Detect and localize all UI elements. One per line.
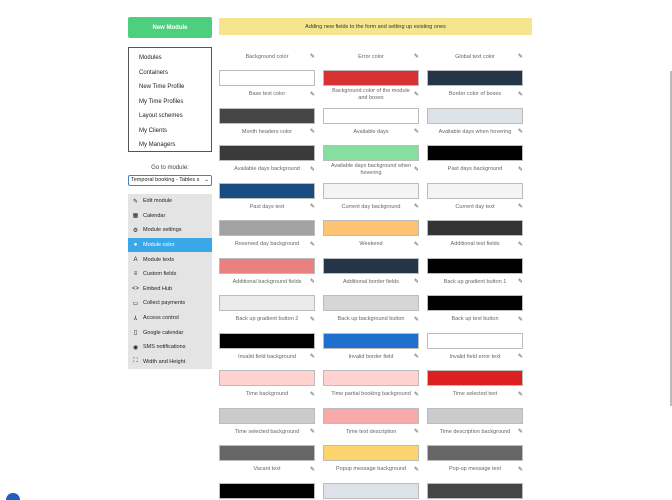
sidebar-item-label: Module color <box>143 242 175 249</box>
color-field-label: Background color <box>245 53 289 60</box>
pencil-icon[interactable]: ✎ <box>309 429 315 435</box>
new-module-button[interactable]: New Module <box>128 17 212 38</box>
menu-item-my-clients[interactable]: My Clients <box>139 127 168 134</box>
color-field <box>427 44 523 86</box>
color-field-label: Available days background <box>234 166 300 172</box>
pencil-icon[interactable]: ✎ <box>413 279 419 285</box>
color-field-label: Popup message background <box>335 466 407 472</box>
sidebar-item-label: Custom fields <box>143 271 177 278</box>
goto-module-value: Temporal booking - Tables s <box>131 177 200 183</box>
sidebar-item-module-color[interactable] <box>128 238 212 253</box>
color-field <box>427 307 523 349</box>
sms-icon: ◉ <box>132 344 139 351</box>
color-field <box>219 457 315 499</box>
color-field-label: Back up gradient button 2 <box>235 316 299 322</box>
color-field-label: Additional text fields <box>450 241 500 247</box>
resize-icon: ⛶ <box>133 358 138 365</box>
color-field <box>219 419 315 461</box>
menu-item-containers[interactable]: Containers <box>139 69 169 76</box>
pencil-icon[interactable]: ✎ <box>413 391 419 398</box>
color-field <box>427 419 523 461</box>
sidebar-item-sms-notifications[interactable] <box>128 340 212 355</box>
color-swatch[interactable] <box>323 483 419 499</box>
pencil-icon[interactable]: ✎ <box>309 241 315 248</box>
pencil-icon[interactable]: ✎ <box>517 54 523 60</box>
sidebar-item-label: Edit module <box>143 198 173 205</box>
color-field <box>427 269 523 311</box>
pencil-icon[interactable]: ✎ <box>517 316 523 323</box>
color-field-label: Reserved day background <box>234 241 300 247</box>
sidebar-item-label: Google calendar <box>143 329 184 336</box>
code-icon: <> <box>131 285 139 292</box>
modules-menu <box>128 47 212 152</box>
pencil-icon[interactable]: ✎ <box>309 91 315 98</box>
color-field-label: Month headers color <box>241 128 293 135</box>
color-field <box>323 307 419 349</box>
menu-item-new-time-profile[interactable]: New Time Profile <box>139 84 185 90</box>
color-field <box>427 457 523 499</box>
pencil-icon[interactable]: ✎ <box>517 391 523 398</box>
color-field <box>323 194 419 236</box>
pencil-icon[interactable]: ✎ <box>309 279 315 285</box>
color-field-label: Invalid field error text <box>449 353 501 360</box>
color-field <box>323 457 419 499</box>
color-field <box>323 344 419 386</box>
color-field <box>323 157 419 199</box>
sidebar-item-module-settings[interactable] <box>128 223 212 238</box>
sidebar-item-custom-fields[interactable] <box>128 267 212 282</box>
sidebar-item-collect-payments[interactable] <box>128 296 212 311</box>
color-field-label: Time text description <box>345 428 397 435</box>
color-field <box>323 382 419 424</box>
pencil-icon[interactable]: ✎ <box>413 129 419 135</box>
color-field-label: Back up background button <box>337 316 405 322</box>
color-field-label: Available days when hovering <box>438 128 512 135</box>
pencil-icon[interactable]: ✎ <box>413 354 419 360</box>
color-field-label: Vacant text <box>253 466 281 472</box>
color-field-label: Past days background <box>447 166 503 172</box>
color-field <box>323 419 419 461</box>
color-field <box>219 44 315 86</box>
fields-icon: ≡ <box>133 271 138 278</box>
sidebar-item-calendar[interactable] <box>128 209 212 224</box>
pencil-icon[interactable]: ✎ <box>517 204 523 210</box>
pencil-icon[interactable]: ✎ <box>517 129 523 135</box>
palette-icon: ● <box>133 242 138 249</box>
color-field <box>219 269 315 311</box>
pencil-icon[interactable]: ✎ <box>517 279 523 285</box>
menu-item-my-time-profiles[interactable]: My Time Profiles <box>139 98 184 105</box>
color-field-label: Time partial booking background <box>331 391 411 397</box>
sidebar-item-label: Embed Hub <box>143 285 173 292</box>
color-field-label: Invalid field background <box>238 353 296 360</box>
color-field-label: Available days <box>353 128 389 135</box>
pencil-icon[interactable]: ✎ <box>413 316 419 323</box>
color-field <box>219 119 315 161</box>
color-field <box>323 269 419 311</box>
sidebar-item-width-and-height[interactable] <box>128 355 212 370</box>
floating-help-button[interactable] <box>6 493 20 500</box>
goto-module-select[interactable] <box>128 175 212 186</box>
pencil-icon[interactable]: ✎ <box>413 429 419 435</box>
sidebar-item-label: Collect payments <box>143 300 186 307</box>
pencil-icon[interactable]: ✎ <box>517 91 523 98</box>
goto-module-label: Go to module: <box>151 165 189 171</box>
color-field <box>323 82 419 124</box>
menu-item-layout-schemes[interactable]: Layout schemes <box>139 113 183 119</box>
pencil-icon[interactable]: ✎ <box>309 204 315 210</box>
color-field-label: Background color of the module and boxes <box>332 87 410 101</box>
color-field <box>323 44 419 86</box>
pencil-icon[interactable]: ✎ <box>413 241 419 248</box>
color-field-label: Global text color <box>455 53 495 60</box>
sidebar-item-label: Access control <box>143 315 179 322</box>
menu-item-my-managers[interactable]: My Managers <box>139 142 176 148</box>
gear-icon: ⚙ <box>132 227 139 234</box>
pencil-icon[interactable]: ✎ <box>309 54 315 60</box>
color-swatch[interactable] <box>427 483 523 499</box>
pencil-icon[interactable]: ✎ <box>517 466 523 473</box>
pencil-icon[interactable]: ✎ <box>413 204 419 210</box>
sidebar-item-google-calendar[interactable] <box>128 325 212 340</box>
color-field-label: Past days text <box>249 203 285 210</box>
sidebar-item-embed-hub[interactable] <box>128 282 212 297</box>
color-field-label: Available days background when hovering <box>330 162 412 176</box>
color-field <box>427 344 523 386</box>
color-swatch[interactable] <box>219 483 315 499</box>
color-field <box>427 232 523 274</box>
pencil-icon[interactable]: ✎ <box>309 166 315 173</box>
sidebar-item-label: Width and Height <box>143 358 186 365</box>
sidebar-item-edit-module[interactable] <box>128 194 212 209</box>
access-icon: ⅄ <box>133 315 138 322</box>
sidebar-item-label: Calendar <box>143 212 166 219</box>
color-field-label: Time description background <box>439 428 511 435</box>
color-field <box>427 157 523 199</box>
color-field <box>219 232 315 274</box>
color-field <box>219 344 315 386</box>
info-banner: Adding new fields to the form and setting up existing ones <box>219 18 532 35</box>
pencil-icon: ✎ <box>132 198 139 205</box>
color-field-label: Back up text button <box>451 316 499 322</box>
sidebar-item-label: Module texts <box>143 256 175 263</box>
pencil-icon[interactable]: ✎ <box>309 391 315 398</box>
color-field-label: Additional background fields <box>232 278 302 285</box>
sidebar-item-label: SMS notifications <box>143 344 186 351</box>
color-field-label: Back up gradient button 1 <box>443 278 507 285</box>
color-field <box>219 82 315 124</box>
pencil-icon[interactable]: ✎ <box>413 54 419 60</box>
color-field-label: Border color of boxes <box>448 91 502 97</box>
pencil-icon[interactable]: ✎ <box>517 166 523 173</box>
sidebar-item-module-texts[interactable] <box>128 252 212 267</box>
calendar-icon: ▦ <box>132 213 139 220</box>
pencil-icon[interactable]: ✎ <box>309 354 315 360</box>
color-field <box>219 307 315 349</box>
color-field-label: Current day text <box>455 203 495 210</box>
color-field-label: Time selected text <box>452 391 498 397</box>
sidebar-item-label: Module settings <box>143 227 182 234</box>
pencil-icon[interactable]: ✎ <box>413 166 419 173</box>
color-field <box>427 382 523 424</box>
color-field <box>323 119 419 161</box>
color-field-label: Error color <box>358 53 384 60</box>
color-field <box>427 119 523 161</box>
color-field <box>219 382 315 424</box>
color-field <box>323 232 419 274</box>
text-icon: A <box>133 256 138 263</box>
pencil-icon[interactable]: ✎ <box>309 466 315 473</box>
color-field-label: Time background <box>245 391 289 397</box>
color-field-label: Pop-up message text <box>449 466 501 472</box>
pencil-icon[interactable]: ✎ <box>517 429 523 435</box>
color-field <box>219 157 315 199</box>
pencil-icon[interactable]: ✎ <box>309 129 315 135</box>
color-field-label: Invalid border field <box>348 353 394 360</box>
pencil-icon[interactable]: ✎ <box>517 354 523 360</box>
pencil-icon[interactable]: ✎ <box>413 466 419 473</box>
color-field <box>219 194 315 236</box>
color-field <box>427 82 523 124</box>
credit-card-icon: ▭ <box>132 300 139 307</box>
color-field-label: Base text color <box>248 91 286 97</box>
pencil-icon[interactable]: ✎ <box>517 241 523 248</box>
google-calendar-icon: ▯ <box>133 330 138 337</box>
chevron-down-icon: ⌄ <box>204 177 209 183</box>
color-field-label: Additional border fields <box>343 278 399 285</box>
pencil-icon[interactable]: ✎ <box>413 91 419 98</box>
color-field-label: Current day background <box>341 203 401 210</box>
menu-item-modules[interactable]: Modules <box>139 55 162 61</box>
pencil-icon[interactable]: ✎ <box>309 316 315 323</box>
color-field-label: Time selected background <box>234 428 300 435</box>
module-sidebar <box>128 194 212 369</box>
color-field <box>427 194 523 236</box>
color-field-label: Weekend <box>359 241 383 247</box>
sidebar-item-access-control[interactable] <box>128 311 212 326</box>
